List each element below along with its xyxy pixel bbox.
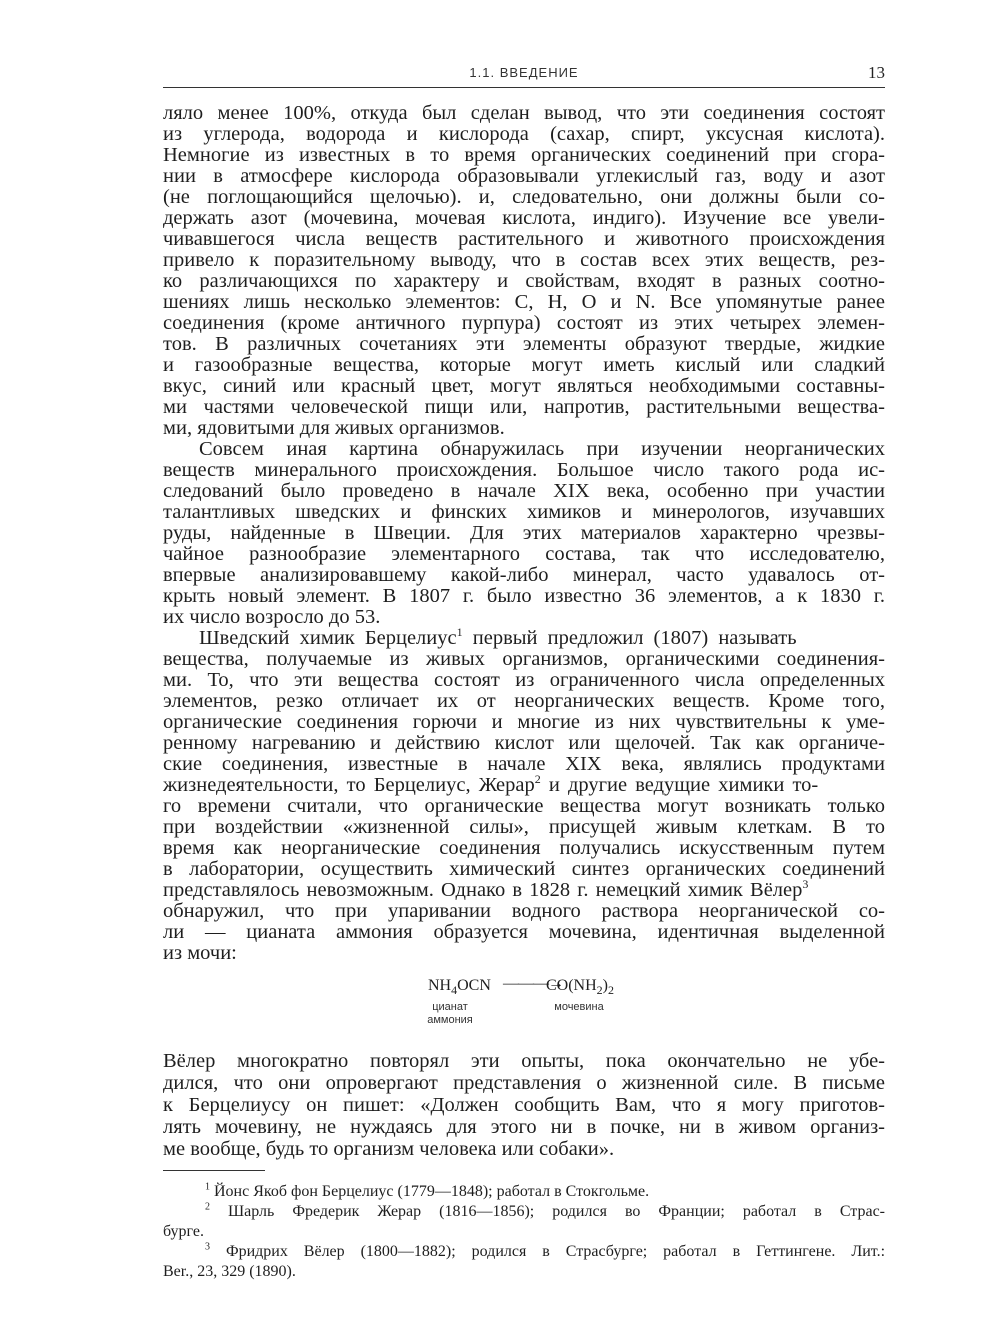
main-text bbox=[163, 103, 885, 964]
text-line: ляло менее 100%, откуда был сделан вывод, что эти соединения состоят bbox=[163, 102, 885, 124]
text-line: элементов, резко отличает их от неорганических веществ. Кроме того, bbox=[163, 690, 885, 712]
text-line: (не поглощающийся щелочью). и, следовательно, они должны были со- bbox=[163, 186, 885, 208]
text-line: привело к поразительному выводу, что в состав всех этих веществ, рез- bbox=[163, 249, 885, 271]
reactant-label bbox=[410, 1001, 490, 1027]
text-fragment: и другие ведущие химики то- bbox=[540, 774, 819, 796]
page-number: 13 bbox=[868, 63, 885, 82]
text-line: дился, что они опровергают представления о жизненной силе. В письме bbox=[163, 1072, 885, 1094]
footnote-3-continued: Ber., 23, 329 (1890). bbox=[163, 1263, 296, 1280]
footnote-divider bbox=[163, 1170, 265, 1171]
product-subscript: 2 bbox=[608, 983, 614, 998]
text-line: ко различающихся по характеру и свойствам, входят в разных соотно- bbox=[163, 270, 885, 292]
text-line: при воздействии «жизненной силы», присущей живым клеткам. В то bbox=[163, 816, 885, 838]
text-line: ренному нагреванию и действию кислот или щелочей. Так как органиче- bbox=[163, 732, 885, 754]
text-line: Немногие из известных в то время органических соединений при сгора- bbox=[163, 144, 885, 166]
reaction-arrow-icon: ———→ bbox=[503, 975, 563, 992]
text-line: следований было проведено в начале XIX века, особенно при участии bbox=[163, 480, 885, 502]
text-line: из мочи: bbox=[163, 942, 237, 964]
text-line: держать азот (мочевина, мочевая кислота, индиго). Изучение все увели- bbox=[163, 207, 885, 229]
reactant-label-line: цианат bbox=[432, 1001, 468, 1013]
text-line: обнаружил, что при упаривании водного раствора неорганической со- bbox=[163, 900, 885, 922]
text-line: и газообразные вещества, которые могут иметь кислый или сладкий bbox=[163, 354, 885, 376]
text-line: Вёлер многократно повторял эти опыты, пока окончательно не убе- bbox=[163, 1050, 885, 1072]
text-line: органические соединения горючи и многие из них чувствительны к уме- bbox=[163, 711, 885, 733]
product-formula-part: CO(NH bbox=[546, 977, 597, 994]
footnote-number: 2 bbox=[205, 1201, 210, 1213]
footnote-mark: 2 bbox=[534, 772, 541, 787]
text-line: Совсем иная картина обнаружилась при изучении неорганических bbox=[199, 438, 885, 460]
reactant-formula-part: OCN bbox=[457, 977, 491, 994]
text-line: ми частями человеческой пищи или, напротив, растительными вещества- bbox=[163, 396, 885, 418]
text-line: го времени считали, что органические вещества могут возникать только bbox=[163, 795, 885, 817]
footnote-3 bbox=[163, 1242, 885, 1262]
footnotes bbox=[163, 1182, 885, 1282]
text-line: их число возросло до 53. bbox=[163, 606, 381, 628]
text-fragment: представлялось невозможным. Однако в 1828 г. немецкий химик Вёлер bbox=[163, 879, 803, 901]
chapter-title: 1.1. ВВЕДЕНИЕ bbox=[469, 65, 579, 80]
reactant-subscript: 4 bbox=[451, 983, 458, 998]
footnote-mark: 3 bbox=[802, 877, 809, 892]
text-line: из углерода, водорода и кислорода (сахар, спирт, уксусная кислота). bbox=[163, 123, 885, 145]
text-line bbox=[163, 625, 885, 649]
text-line: в лаборатории, осуществить химический синтез органических соединений bbox=[163, 858, 885, 880]
text-line: нии в атмосфере кислорода образовывали углекислый газ, воду и азот bbox=[163, 165, 885, 187]
text-line: время как неорганические соединения получались искусственным путем bbox=[163, 837, 885, 859]
text-fragment: Шведский химик Берцелиус bbox=[199, 627, 457, 649]
text-line: чайное разнообразие элементарного состава, так что исследователю, bbox=[163, 543, 885, 565]
text-line: впервые анализировавшему какой-либо минерал, часто удавалось от- bbox=[163, 564, 885, 586]
footnote-2-continued: бурге. bbox=[163, 1223, 204, 1240]
text-line: ли — цианата аммония образуется мочевина, идентичная выделенной bbox=[163, 921, 885, 943]
footnote-2 bbox=[163, 1202, 885, 1222]
text-line: тов. В различных сочетаниях эти элементы образуют твердые, жидкие bbox=[163, 333, 885, 355]
product-formula-part: ) bbox=[602, 977, 608, 994]
footnote-text: Йонс Якоб фон Берцелиус (1779—1848); работал в Стокгольме. bbox=[214, 1183, 650, 1200]
text-line: талантливых шведских и финских химиков и минерологов, изучавших bbox=[163, 501, 885, 523]
text-line: вкус, синий или красный цвет, могут являться необходимыми составны- bbox=[163, 375, 885, 397]
equation-product bbox=[546, 977, 614, 998]
text-line: ми, ядовитыми для живых организмов. bbox=[163, 417, 505, 439]
text-line: шениях лишь несколько элементов: С, Н, О и N. Все упомянутые ранее bbox=[163, 291, 885, 313]
equation-reactant bbox=[428, 977, 491, 998]
reactant-formula-part: NH bbox=[428, 977, 452, 994]
footnote-text: Шарль Фредерик Жерар (1816—1856); родился во Франции; работал в Страс- bbox=[228, 1203, 885, 1220]
text-line: к Берцелиусу он пишет: «Должен сообщить Вам, что я могу приготов- bbox=[163, 1094, 885, 1116]
text-fragment: первый предложил (1807) называть bbox=[462, 627, 797, 649]
reactant-label-line: аммония bbox=[427, 1014, 473, 1026]
product-subscript: 2 bbox=[596, 983, 603, 998]
text-line: лять мочевину, не нуждаясь для этого ни в почке, ни в живом организ- bbox=[163, 1116, 885, 1138]
text-line: крыть новый элемент. В 1807 г. было известно 36 элементов, а к 1830 г. bbox=[163, 585, 885, 607]
text-line: веществ минерального происхождения. Большое число такого рода ис- bbox=[163, 459, 885, 481]
footnote-number: 1 bbox=[205, 1181, 210, 1193]
text-line: вещества, получаемые из живых организмов, органическими соединения- bbox=[163, 648, 885, 670]
text-line bbox=[163, 877, 885, 901]
text-line: чивавшегося числа веществ растительного и животного происхождения bbox=[163, 228, 885, 250]
text-line: ми. То, что эти вещества состоят из ограниченного числа определенных bbox=[163, 669, 885, 691]
text-line: ме вообще, будь то организм человека или собаки». bbox=[163, 1138, 615, 1160]
chemical-equation bbox=[410, 977, 670, 1029]
footnote-text: Фридрих Вёлер (1800—1882); родился в Страсбурге; работал в Геттингене. Лит.: bbox=[225, 1243, 886, 1260]
text-line: ские соединения, известные в начале XIX века, являлись продуктами bbox=[163, 753, 885, 775]
text-line: соединения (кроме античного пурпура) состоят из этих четырех элемен- bbox=[163, 312, 885, 334]
product-label: мочевина bbox=[554, 1001, 604, 1013]
text-line: руды, найденные в Швеции. Для этих материалов характерно чрезвы- bbox=[163, 522, 885, 544]
text-fragment: жизнедеятельности, то Берцелиус, Жерар bbox=[163, 774, 535, 796]
footnote-mark: 1 bbox=[456, 625, 463, 640]
text-line bbox=[163, 772, 885, 796]
footnote-1 bbox=[163, 1182, 885, 1202]
footnote-number: 3 bbox=[205, 1241, 210, 1253]
main-text-continued bbox=[163, 1050, 885, 1160]
running-head bbox=[163, 63, 885, 88]
